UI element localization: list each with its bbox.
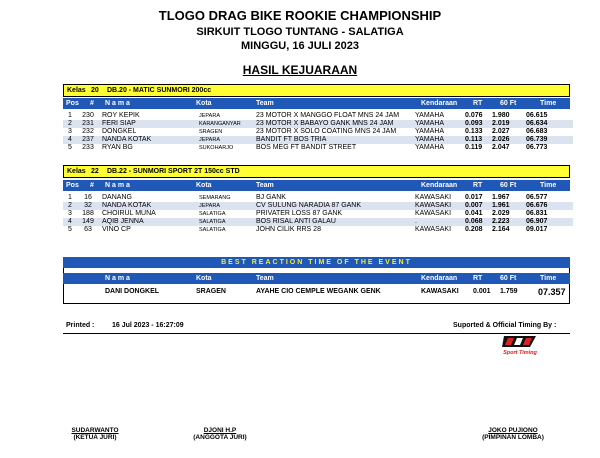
col-name: N a m a	[105, 275, 130, 282]
pos-cell: 2	[63, 120, 77, 128]
column-header-2	[63, 180, 570, 191]
table-row	[63, 144, 573, 152]
signer-role: (PIMPINAN LOMBA)	[482, 434, 544, 441]
event-date: MINGGU, 16 JULI 2023	[241, 40, 359, 52]
pos-cell: 1	[68, 112, 72, 119]
col-no: #	[90, 182, 94, 189]
60ft-cell: 2.047	[492, 144, 510, 151]
team-cell: 23 MOTOR X BABAYO GANK MNS 24 JAM	[256, 120, 415, 128]
printed-timestamp: 16 Jul 2023 - 16:27:09	[112, 322, 184, 329]
name-cell: RYAN BG	[102, 144, 133, 151]
col-kota: Kota	[196, 182, 212, 189]
class-number: 20	[91, 87, 99, 94]
kota-cell: SALATIGA	[199, 211, 226, 217]
best-name: DANI DONGKEL	[105, 288, 160, 295]
col-team: Team	[256, 275, 274, 282]
best-kota: SRAGEN	[196, 288, 226, 295]
venue: SIRKUIT TLOGO TUNTANG - SALATIGA	[196, 26, 404, 38]
column-header-1	[63, 98, 570, 109]
rt-cell: 0.007	[465, 202, 492, 210]
table-row	[63, 194, 573, 202]
kota-cell: SALATIGA	[199, 227, 226, 233]
signer-name: JOKO PUJIONO	[488, 427, 538, 434]
60ft-cell: 2.027	[492, 128, 510, 135]
number-cell: 237	[77, 136, 99, 144]
pos-cell: 3	[68, 128, 72, 135]
col-no: #	[90, 100, 94, 107]
60ft-cell: 2.026	[492, 136, 526, 144]
col-kota: Kota	[196, 275, 212, 282]
team-cell: BJ GANK	[256, 194, 286, 201]
team-cell: PRIVATER LOSS 87 GANK	[256, 210, 343, 217]
class-bar-1	[63, 84, 570, 97]
time-cell: 06.634	[526, 120, 573, 128]
col-team: Team	[256, 182, 274, 189]
team-cell: 23 MOTOR X SOLO COATING MNS 24 JAM	[256, 128, 397, 135]
kota-cell: SUKOHARJO	[199, 145, 234, 151]
time-cell: 06.831	[526, 210, 548, 217]
team-cell: BANDIT FT BOS TRIA	[256, 136, 415, 144]
number-cell: 63	[84, 226, 92, 233]
best-kendaraan: KAWASAKI	[421, 288, 459, 295]
rt-cell: 0.133	[465, 128, 483, 135]
name-cell: FERI SIAP	[99, 120, 199, 128]
time-cell: 09.017	[526, 226, 548, 233]
col-name: N a m a	[105, 100, 130, 107]
name-cell: ROY KEPIK	[102, 112, 140, 119]
kota-cell: SRAGEN	[199, 129, 223, 135]
number-cell: 16	[84, 194, 92, 201]
kendaraan-cell: YAMAHA	[415, 120, 465, 128]
time-cell: 06.676	[526, 202, 573, 210]
class-label: Kelas	[67, 87, 86, 94]
kendaraan-cell: KAWASAKI	[415, 194, 452, 201]
rt-cell: 0.041	[465, 210, 483, 217]
table-row	[63, 120, 573, 128]
60ft-cell: 2.164	[492, 226, 510, 233]
col-kota: Kota	[196, 100, 212, 107]
kendaraan-cell: YAMAHA	[415, 136, 465, 144]
kota-cell: JEPARA	[199, 136, 256, 144]
event-title: TLOGO DRAG BIKE ROOKIE CHAMPIONSHIP	[158, 8, 442, 23]
kota-cell: SALATIGA	[199, 218, 256, 226]
number-cell: 233	[82, 144, 94, 151]
table-row	[63, 112, 573, 120]
kendaraan-cell: YAMAHA	[415, 128, 445, 135]
time-cell: 06.773	[526, 144, 548, 151]
col-rt: RT	[473, 182, 483, 189]
col-60ft: 60 Ft	[500, 100, 517, 107]
pos-cell: 2	[63, 202, 77, 210]
section-title: HASIL KEJUARAAN	[242, 63, 358, 77]
60ft-cell: 1.967	[492, 194, 510, 201]
kota-cell: JEPARA	[199, 202, 256, 210]
rt-cell: 0.068	[465, 218, 492, 226]
col-time: Time	[540, 100, 557, 107]
time-cell: 06.615	[526, 112, 548, 119]
60ft-cell: 1.961	[492, 202, 526, 210]
60ft-cell: 1.980	[492, 112, 510, 119]
name-cell: DONGKEL	[102, 128, 137, 135]
number-cell: 231	[77, 120, 99, 128]
name-cell: NANDA KOTAK	[99, 202, 199, 210]
60ft-cell: 2.019	[492, 120, 526, 128]
best-reaction-title: BEST REACTION TIME OF THE EVENT	[63, 257, 570, 268]
col-rt: RT	[473, 275, 483, 282]
logo-text: Sport Timing	[503, 350, 537, 356]
name-cell: AQIB JENNA	[99, 218, 199, 226]
table-row	[63, 128, 573, 136]
signer-role: (KETUA JURI)	[73, 434, 117, 441]
time-cell: 06.683	[526, 128, 548, 135]
time-cell: 06.577	[526, 194, 548, 201]
name-cell: VINO CP	[102, 226, 131, 233]
time-cell: 06.907	[526, 218, 573, 226]
kota-cell: JEPARA	[199, 113, 220, 119]
class-name: DB.20 - MATIC SUNMORI 200cc	[107, 87, 212, 94]
best-rt: 0.001	[473, 288, 491, 295]
col-60ft: 60 Ft	[500, 275, 517, 282]
rt-cell: 0.076	[465, 112, 483, 119]
col-60ft: 60 Ft	[500, 182, 517, 189]
best-reaction-row	[63, 286, 570, 298]
kendaraan-cell: KAWASAKI	[415, 202, 465, 210]
pos-cell: 4	[63, 136, 77, 144]
name-cell: NANDA KOTAK	[99, 136, 199, 144]
divider	[63, 333, 570, 334]
sport-timing-logo	[498, 334, 542, 356]
table-row	[63, 210, 573, 218]
signer-name: DJONI H.P	[203, 427, 237, 434]
printed-label: Printed :	[66, 322, 95, 329]
team-cell: BOS RISAL ANTI GALAU	[256, 218, 415, 226]
name-cell: CHOIRUL MUNA	[102, 210, 156, 217]
signature-pimpinan-lomba	[468, 427, 558, 441]
kendaraan-cell: YAMAHA	[415, 144, 445, 151]
col-kendaraan: Kendaraan	[421, 100, 458, 107]
table-row	[63, 136, 573, 144]
team-cell: BOS MEG FT BANDIT STREET	[256, 144, 357, 151]
col-kendaraan: Kendaraan	[421, 275, 458, 282]
timing-support-label: Suported & Official Timing By :	[453, 322, 557, 329]
best-time: 07.357	[538, 287, 566, 297]
number-cell: 32	[77, 202, 99, 210]
60ft-cell: 2.029	[492, 210, 510, 217]
kendaraan-cell: KAWASAKI	[415, 210, 452, 217]
name-cell: DANANG	[102, 194, 132, 201]
signer-name: SUDARWANTO	[71, 427, 119, 434]
class-bar-2	[63, 165, 570, 178]
rt-cell: 0.208	[465, 226, 483, 233]
kendaraan-cell: KAWASAKI	[415, 226, 452, 233]
kota-cell: KARANGANYAR	[199, 120, 256, 128]
rt-cell: 0.017	[465, 194, 483, 201]
team-cell: CV SULUNG NARADIA 87 GANK	[256, 202, 415, 210]
col-pos: Pos	[66, 182, 79, 189]
number-cell: 188	[82, 210, 94, 217]
col-time: Time	[540, 275, 557, 282]
class-label: Kelas	[67, 168, 86, 175]
number-cell: 230	[82, 112, 94, 119]
best-reaction-header	[63, 273, 570, 284]
col-rt: RT	[473, 100, 483, 107]
pos-cell: 4	[63, 218, 77, 226]
results-table-class-20	[63, 112, 573, 152]
signature-ketua-juri	[60, 427, 130, 441]
rt-cell: 0.113	[465, 136, 492, 144]
class-number: 22	[91, 168, 99, 175]
signer-role: (ANGGOTA JURI)	[193, 434, 247, 441]
signature-anggota-juri	[180, 427, 260, 441]
col-time: Time	[540, 182, 557, 189]
kota-cell: SEMARANG	[199, 195, 231, 201]
rt-cell: 0.119	[465, 144, 483, 151]
team-cell: 23 MOTOR X MANGGO FLOAT MNS 24 JAM	[256, 112, 400, 119]
results-table-class-22	[63, 194, 573, 234]
table-row	[63, 226, 573, 234]
time-cell: 06.739	[526, 136, 573, 144]
pos-cell: 5	[68, 226, 72, 233]
pos-cell: 5	[68, 144, 72, 151]
number-cell: 149	[77, 218, 99, 226]
kendaraan-cell: YAMAHA	[415, 112, 445, 119]
number-cell: 232	[82, 128, 94, 135]
pos-cell: 1	[68, 194, 72, 201]
table-row	[63, 202, 573, 210]
pos-cell: 3	[68, 210, 72, 217]
kendaraan-cell: .	[415, 218, 465, 226]
class-name: DB.22 - SUNMORI SPORT 2T 150cc STD	[107, 168, 240, 175]
col-pos: Pos	[66, 100, 79, 107]
best-60ft: 1.759	[500, 288, 518, 295]
best-team: AYAHE CIO CEMPLE WEGANK GENK	[256, 288, 381, 295]
table-row	[63, 218, 573, 226]
col-team: Team	[256, 100, 274, 107]
rt-cell: 0.093	[465, 120, 492, 128]
60ft-cell: 2.223	[492, 218, 526, 226]
col-name: N a m a	[105, 182, 130, 189]
col-kendaraan: Kendaraan	[421, 182, 458, 189]
team-cell: JOHN CILIK RRS 28	[256, 226, 321, 233]
